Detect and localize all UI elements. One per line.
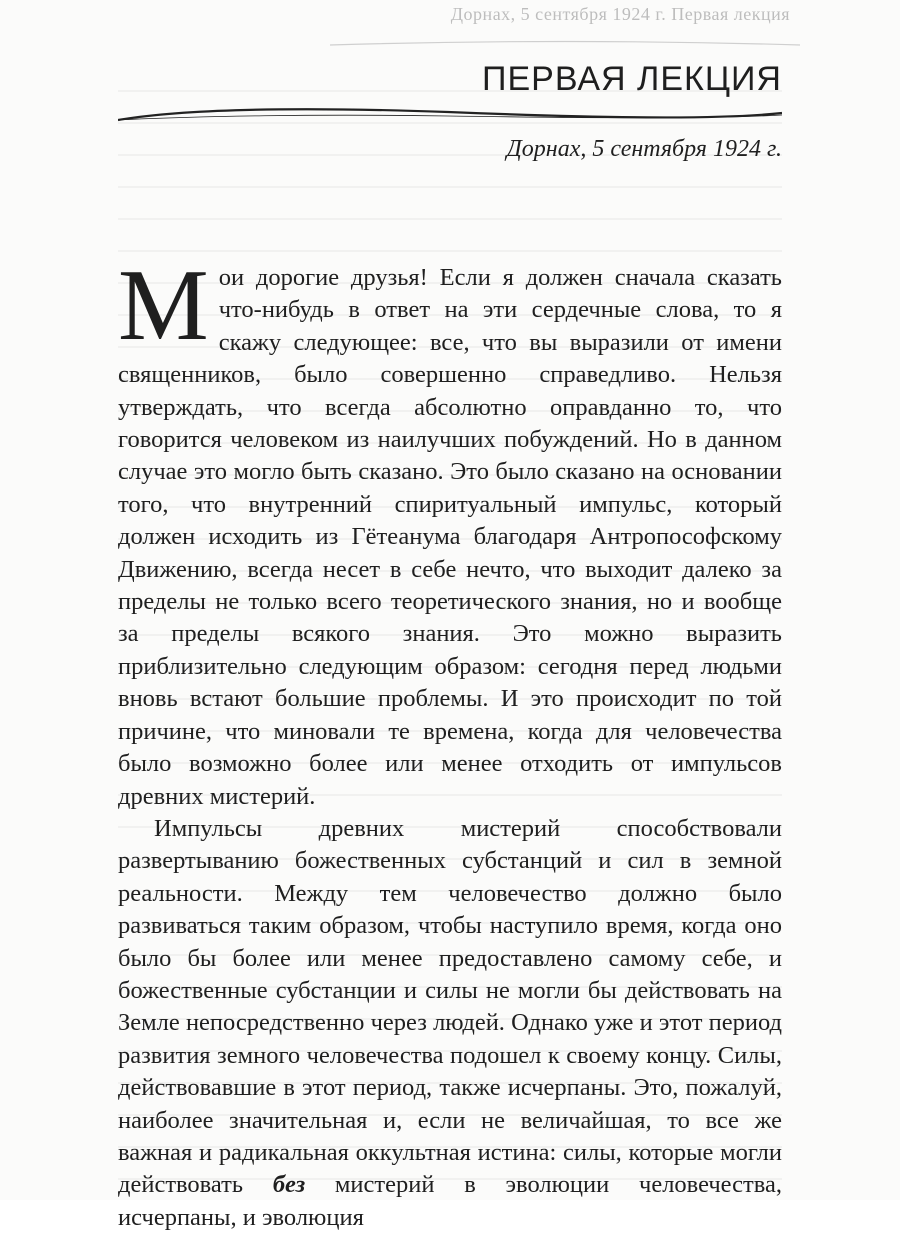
paragraph-1-text: ои дорогие друзья! Если я должен сначала сказать что-нибудь в ответ на эти сердечные слова, то я скажу следующее: все, что вы выразили от имени священников, было совершенно справедливо. Нельзя утверждать, что всегда абсолютно оправданно то, что говорится человеком из наилучших побуждений. Но в данном случае это могло быть сказано. Это было сказано на основании того, что внутренний спиритуальный импульс, который должен исходить из Гётеанума благодаря Антропософскому Движению, всегда несет в себе нечто, что выходит далеко за пределы не только всего теоретического знания, но и вообще за пределы всякого знания. Это можно выразить приблизительно следующим образом: сегодня перед людьми вновь встают большие проблемы. И это происходит по той причине, что миновали те времена, когда для человечества было возможно более или менее отходить от импульсов древних мистерий. <box>118 264 782 810</box>
chapter-heading <box>118 60 782 180</box>
running-head: Дорнах, 5 сентября 1924 г. Первая лекция <box>450 4 790 24</box>
title-flourish <box>118 100 782 130</box>
lecture-date: Дорнах, 5 сентября 1924 г. <box>506 136 782 162</box>
paragraph-1 <box>118 249 782 813</box>
top-rule <box>330 40 800 48</box>
paragraph-2-text-after: мистерий в эволюции человечества, исчерпаны, и эволюция <box>118 1171 782 1231</box>
chapter-title: ПЕРВАЯ ЛЕКЦИЯ <box>482 60 782 98</box>
paragraph-2 <box>118 813 782 1234</box>
body-text <box>118 249 782 1234</box>
paragraph-2-emphasis: без <box>272 1171 306 1199</box>
paragraph-2-text-before: Импульсы древних мистерий способствовали развертыванию божественных субстанций и сил в земной реальности. Между тем человечество должно было развиваться таким образом, чтобы наступило время, когда оно было бы более или менее предоставлено самому себе, и божественные субстанции и силы не могли бы действовать на Земле непосредственно через людей. Однако уже и этот период развития земного человечества подошел к своему концу. Силы, действовавшие в этот период, также исчерпаны. Это, пожалуй, наиболее значительная и, если не величайшая, то все же важная и радикальная оккультная истина: силы, которые могли действовать <box>118 814 782 1199</box>
drop-cap: М <box>118 249 209 362</box>
